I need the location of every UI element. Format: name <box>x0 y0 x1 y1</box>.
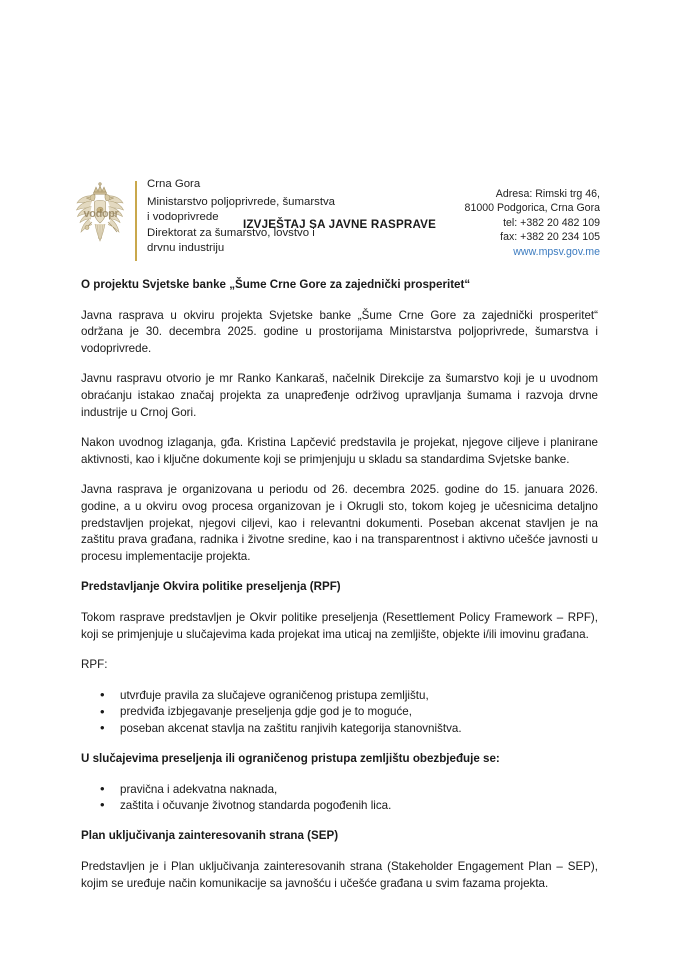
list-item: • poseban akcenat stavlja na zaštitu ranjivih kategorija stanovništva. <box>81 721 598 737</box>
section-4-heading: Plan uključivanja zainteresovanih strana (SEP) <box>81 829 339 843</box>
contact-telephone: tel: +382 20 482 109 <box>503 216 600 229</box>
org-directorate-line-1: Direktorat za šumarstvo, lovstvo i <box>147 226 315 239</box>
section-1-paragraph-1: Javna rasprava u okviru projekta Svjetske banke „Šume Crne Gore za zajednički prosperitet“ održana je 30. decembra 2025. godine u prostorijama Ministarstva poljoprivrede, šumarstva i vodoprivrede. <box>81 308 598 355</box>
section-4-paragraph-1: Predstavljen je i Plan uključivanja zainteresovanih strana (Stakeholder Engagement Plan – SEP), kojim se uređuje način komunikacije sa javnošću i učešće građana u svim fazama projekta. <box>81 859 598 890</box>
contact-address-line-1: Adresa: Rimski trg 46, <box>495 188 600 200</box>
section-2-paragraph-1: Tokom rasprave predstavljen je Okvir politike preseljenja (Resettlement Policy Framework – RPF), koji se primjenjuje u slučajevima kada projekat ima uticaj na zemljište, objekte i/ili imovinu građana. <box>81 610 598 641</box>
list-item: • utvrđuje pravila za slučajeve ograničenog pristupa zemljištu, <box>81 688 598 704</box>
emblem-watermark-text: vodopr <box>83 208 119 220</box>
contact-address-line-2: 81000 Podgorica, Crna Gora <box>464 202 600 215</box>
section-1-paragraph-4: Javna rasprava je organizovana u periodu od 26. decembra 2025. godine do 15. januara 2026. godine, a u okviru ovog procesa organizovan je i Okrugli sto, tokom kojeg je učesnicima detaljno predstavljen projekat, njegovi ciljevi, kao i relevantni dokumenti. Poseban akcenat stavljen je na zaštitu prava građana, radnika i životne sredine, kao i na transparentnost i aktivno učešće javnosti u procesu implementacije projekta. <box>81 483 598 563</box>
section-3-heading: U slučajevima preseljenja ili ograničenog pristupa zemljištu obezbjeđuje se: <box>81 751 500 765</box>
section-1-paragraph-3: Nakon uvodnog izlaganja, gđa. Kristina Lapčević predstavila je projekat, njegove ciljeve i planirane aktivnosti, kao i ključne dokumente koji se primjenjuju u skladu sa standardima Svjetske banke. <box>81 436 598 466</box>
section-3-bullet-list <box>81 782 598 815</box>
section-2-heading: Predstavljanje Okvira politike preseljenja (RPF) <box>81 580 341 594</box>
section-1-heading: O projektu Svjetske banke „Šume Crne Gore za zajednički prosperitet“ <box>81 278 471 291</box>
contact-website-link[interactable]: www.mpsv.gov.me <box>513 245 600 258</box>
section-1-paragraph-2: Javnu raspravu otvorio je mr Ranko Kankaraš, načelnik Direkcije za šumarstvo koji je u uvodnom obraćanju istakao značaj projekta za unapređenje održivog upravljanja šumama i razvoja drvne industrije u Crnoj Gori. <box>81 372 598 419</box>
section-2-list-intro: RPF: <box>81 658 108 672</box>
org-ministry-line-2: i vodoprivrede <box>147 211 219 224</box>
section-2-bullet-list <box>81 688 598 737</box>
document-body <box>81 218 598 906</box>
contact-fax: fax: +382 20 234 105 <box>500 231 600 244</box>
page-title: IZVJEŠTAJ SA JAVNE RASPRAVE <box>242 218 437 231</box>
list-item: • pravična i adekvatna naknada, <box>81 782 598 798</box>
list-item: • zaštita i očuvanje životnog standarda pogođenih lica. <box>81 798 598 814</box>
list-item: • predviđa izbjegavanje preseljenja gdje god je to moguće, <box>81 704 598 720</box>
org-country: Crna Gora <box>147 178 201 190</box>
org-ministry-line-1: Ministarstvo poljoprivrede, šumarstva <box>147 195 336 208</box>
org-directorate-line-2: drvnu industriju <box>147 242 225 255</box>
